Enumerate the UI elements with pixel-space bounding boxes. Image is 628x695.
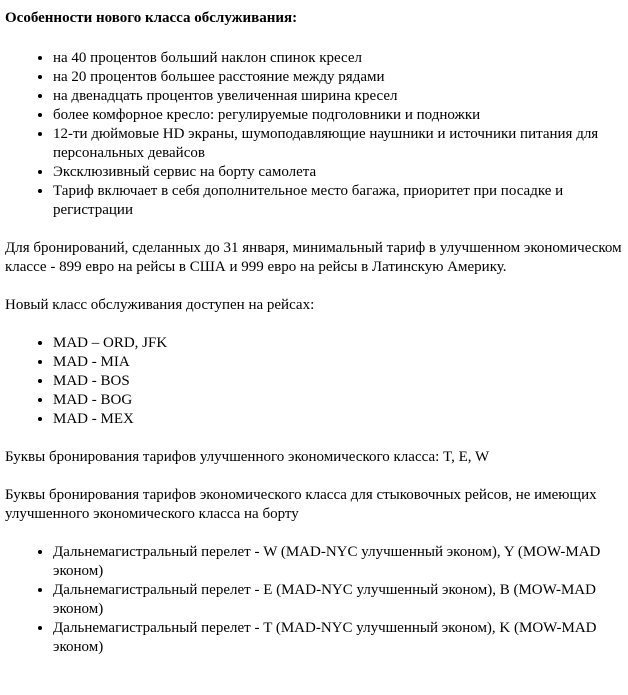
routes-list	[5, 334, 623, 429]
connecting-intro: Буквы бронирования тарифов экономического класса для стыковочных рейсов, не имеющих улучшенного экономического класса на борту	[5, 487, 597, 522]
fare-letters: Буквы бронирования тарифов улучшенного экономического класса: T, E, W	[5, 449, 490, 465]
list-item: • MAD - MIA	[53, 353, 623, 372]
list-item: • на 40 процентов больший наклон спинок кресел	[53, 49, 623, 68]
section-heading: Особенности нового класса обслуживания:	[5, 10, 298, 26]
routes-intro: Новый класс обслуживания доступен на рейсах:	[5, 297, 315, 313]
list-item: • MAD - BOS	[53, 372, 623, 391]
list-item: • более комфорное кресло: регулируемые подголовники и подножки	[53, 106, 623, 125]
list-item: • Дальнемагистральный перелет - E (MAD-NYC улучшенный эконом), B (MOW-MAD эконом)	[53, 581, 623, 619]
features-list	[5, 49, 623, 220]
list-item: • Дальнемагистральный перелет - T (MAD-NYC улучшенный эконом), K (MOW-MAD эконом)	[53, 619, 623, 657]
list-item: • Тариф включает в себя дополнительное место багажа, приоритет при посадке и регистрации	[53, 182, 623, 220]
list-item: • MAD - BOG	[53, 391, 623, 410]
list-item: • на двенадцать процентов увеличенная ширина кресел	[53, 87, 623, 106]
list-item: • на 20 процентов большее расстояние между рядами	[53, 68, 623, 87]
list-item: • 12-ти дюймовые HD экраны, шумоподавляющие наушники и источники питания для персональных девайсов	[53, 125, 623, 163]
booking-note: Для бронирований, сделанных до 31 января, минимальный тариф в улучшенном экономическом классе - 899 евро на рейсы в США и 999 евро на рейсы в Латинскую Америку.	[5, 240, 622, 275]
list-item: • Эксклюзивный сервис на борту самолета	[53, 163, 623, 182]
list-item: • MAD - MEX	[53, 410, 623, 429]
connecting-list	[5, 543, 623, 657]
list-item: • Дальнемагистральный перелет - W (MAD-NYC улучшенный эконом), Y (MOW-MAD эконом)	[53, 543, 623, 581]
list-item: • MAD – ORD, JFK	[53, 334, 623, 353]
